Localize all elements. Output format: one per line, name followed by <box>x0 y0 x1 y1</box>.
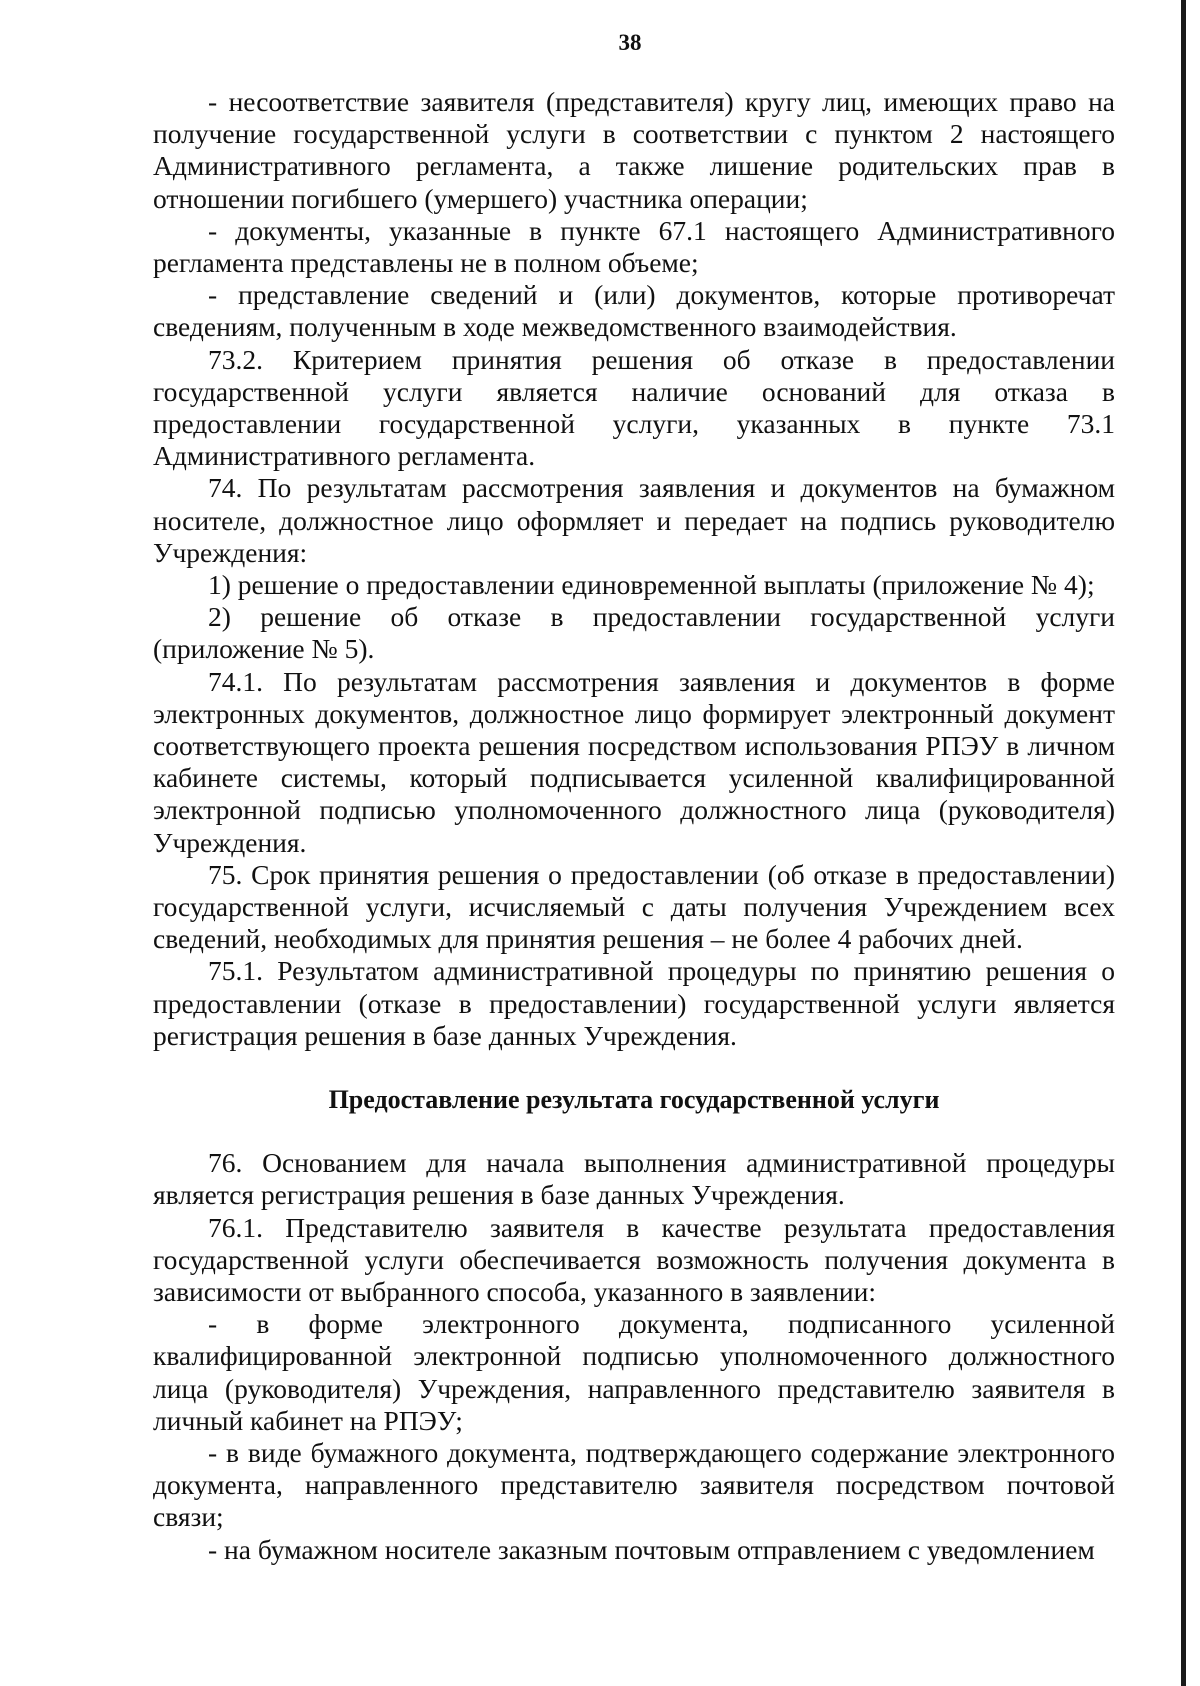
document-body <box>153 86 1115 1566</box>
paragraph: - в виде бумажного документа, подтверждающего содержание электронного документа, направленного представителю заявителя посредством почтовой связи; <box>153 1436 1115 1533</box>
paragraph: - в форме электронного документа, подписанного усиленной квалифицированной электронной подписью уполномоченного должностного лица (руководителя) Учреждения, направленного представителю заявителя в личный кабинет на РПЭУ; <box>153 1308 1115 1436</box>
section-heading: Предоставление результата государственной услуги <box>328 1085 940 1115</box>
paragraph: - на бумажном носителе заказным почтовым отправлением с уведомлением <box>208 1533 1095 1565</box>
paragraph: 74.1. По результатам рассмотрения заявления и документов в форме электронных документов, должностное лицо формирует электронный документ соответствующего проекта решения посредством использования РПЭУ в личном кабинете системы, который подписывается усиленной квалифицированной электронной подписью уполномоченного должностного лица (руководителя) Учреждения. <box>153 665 1115 858</box>
scan-edge-line <box>1181 0 1186 1686</box>
paragraph: 76.1. Представителю заявителя в качестве результата предоставления государственной услуги обеспечивается возможность получения документа в зависимости от выбранного способа, указанного в заявлении: <box>153 1211 1115 1307</box>
paragraph: - представление сведений и (или) документов, которые противоречат сведениям, полученным в ходе межведомственного взаимодействия. <box>153 279 1115 343</box>
paragraph: 73.2. Критерием принятия решения об отказе в предоставлении государственной услуги является наличие оснований для отказа в предоставлении государственной услуги, указанных в пункте 73.1 Административного регламента. <box>153 343 1115 472</box>
paragraph: - несоответствие заявителя (представителя) кругу лиц, имеющих право на получение государственной услуги в соответствии с пунктом 2 настоящего Административного регламента, а также лишение родительских прав в отношении погибшего (умершего) участника операции; <box>153 86 1115 214</box>
paragraph: 2) решение об отказе в предоставлении государственной услуги (приложение № 5). <box>153 601 1115 665</box>
paragraph: 75. Срок принятия решения о предоставлении (об отказе в предоставлении) государственной услуги, исчисляемый с даты получения Учреждением всех сведений, необходимых для принятия решения – не более 4 рабочих дней. <box>153 858 1115 955</box>
paragraph: 76. Основанием для начала выполнения административной процедуры является регистрация решения в базе данных Учреждения. <box>153 1147 1115 1211</box>
page-number: 38 <box>618 30 642 55</box>
paragraph: 75.1. Результатом административной процедуры по принятию решения о предоставлении (отказе в предоставлении) государственной услуги является регистрация решения в базе данных Учреждения. <box>153 955 1115 1051</box>
paragraph: - документы, указанные в пункте 67.1 настоящего Административного регламента представлены не в полном объеме; <box>153 214 1115 279</box>
paragraph: 1) решение о предоставлении единовременной выплаты (приложение № 4); <box>208 569 1095 601</box>
paragraph: 74. По результатам рассмотрения заявления и документов на бумажном носителе, должностное лицо оформляет и передает на подпись руководителю Учреждения: <box>153 472 1115 568</box>
